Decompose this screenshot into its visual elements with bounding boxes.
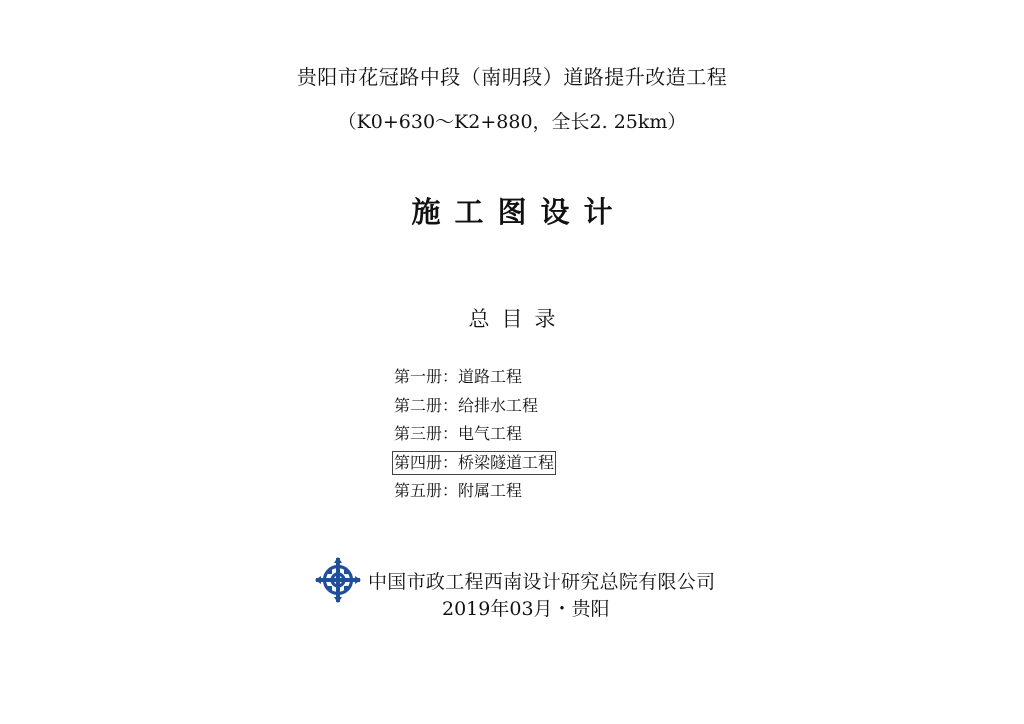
project-title: 贵阳市花冠路中段（南明段）道路提升改造工程 (296, 65, 728, 89)
organization-name: 中国市政工程西南设计研究总院有限公司 (368, 571, 716, 593)
toc-item-volume-4[interactable] (392, 451, 556, 480)
toc-item-label: 第三册：电气工程 (394, 424, 523, 443)
toc-item-label: 第五册：附属工程 (394, 481, 523, 500)
toc-item-label: 第二册：给排水工程 (394, 395, 539, 415)
toc-item-label: 第四册：桥梁隧道工程 (392, 451, 556, 475)
toc-item-volume-3[interactable] (392, 422, 556, 451)
toc-item-volume-5[interactable] (392, 479, 556, 508)
toc-item-volume-2[interactable] (392, 394, 556, 423)
issue-date: 2019年03月・贵阳 (442, 598, 610, 620)
project-range: （K0+630～K2+880，全长2. 25km） (337, 111, 687, 133)
toc-heading: 总目录 (468, 307, 568, 331)
cscec-swmedi-logo-icon (315, 557, 361, 603)
toc-item-label: 第一册：道路工程 (394, 367, 523, 386)
toc-list (392, 365, 556, 508)
toc-item-volume-1[interactable] (392, 365, 556, 394)
stage-title: 施工图设计 (411, 195, 627, 229)
